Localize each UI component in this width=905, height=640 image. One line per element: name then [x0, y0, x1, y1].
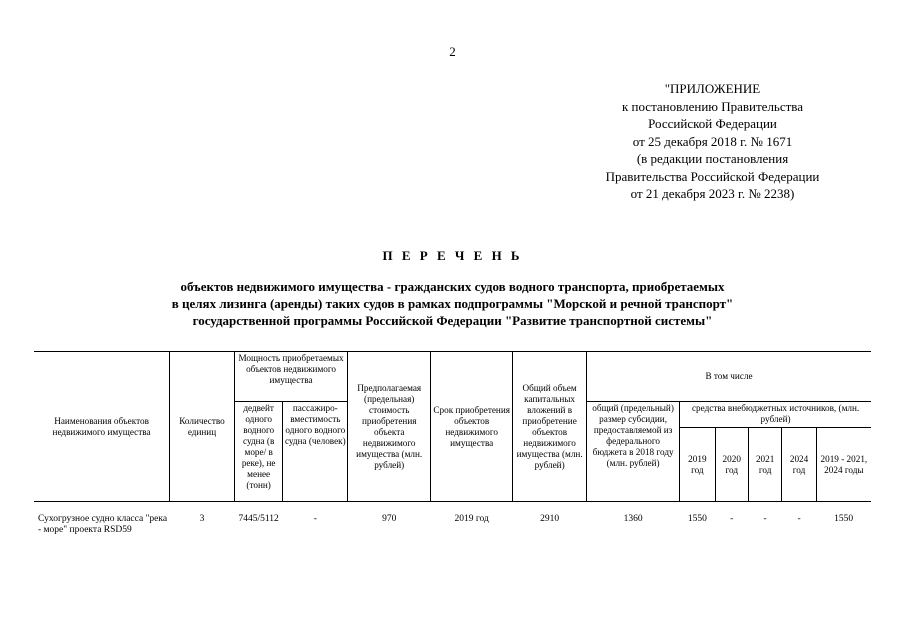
subtitle-line: объектов недвижимого имущества - гражданских судов водного транспорта, приобретаемых — [180, 279, 725, 294]
appendix-line: (в редакции постановления — [636, 151, 789, 166]
page-number: 2 — [449, 44, 456, 59]
header-capacity: Мощность приобретаемых объектов недвижимого имущества — [234, 352, 347, 402]
header-year-2024: 2024 год — [782, 428, 816, 502]
cell-year-2019: 1550 — [687, 514, 707, 524]
header-deadweight: дедвейт одного водного судна (в море/ в реке), не менее (тонн) — [234, 402, 283, 502]
cell-investment: 2910 — [540, 514, 560, 524]
header-year-2020: 2020 год — [715, 428, 748, 502]
cell-name: Сухогрузное судно класса "река - море" проекта RSD59 — [38, 514, 168, 535]
header-passengers: пассажиро-вместимость одного водного судна (человек) — [283, 402, 348, 502]
header-subsidy: общий (предельный) размер субсидии, предоставляемой из федерального бюджета в 2018 году (млн. рублей) — [587, 402, 680, 502]
appendix-line: Российской Федерации — [648, 116, 777, 131]
header-year-2021: 2021 год — [748, 428, 781, 502]
header-years-total: 2019 - 2021, 2024 годы — [816, 428, 871, 502]
appendix-line: Правительства Российской Федерации — [605, 168, 820, 184]
appendix-line: к постановлению Правительства — [621, 98, 804, 114]
header-cost: Предполагаемая (предельная) стоимость приобретения объекта недвижимого имущества (млн. рублей) — [348, 352, 431, 502]
header-name: Наименования объектов недвижимого имущества — [34, 352, 170, 502]
header-extra: средства внебюджетных источников, (млн. рублей) — [680, 402, 871, 428]
appendix-line: от 21 декабря 2023 г. № 2238) — [630, 186, 795, 201]
cell-passengers: - — [313, 514, 317, 524]
table-row — [34, 502, 871, 538]
appendix-line: от 25 декабря 2018 г. № 1671 — [632, 133, 793, 149]
document-title: П Е Р Е Ч Е Н Ь — [382, 248, 523, 263]
cell-deadweight: 7445/5112 — [238, 514, 279, 524]
header-investment: Общий объем капитальных вложений в приобретение объектов недвижимого имущества (млн. рублей) — [513, 352, 587, 502]
cell-subsidy: 1360 — [623, 514, 643, 524]
header-year-2019: 2019 год — [680, 428, 715, 502]
header-including: В том числе — [587, 352, 871, 402]
appendix-block — [580, 80, 845, 203]
objects-table — [34, 351, 871, 537]
subtitle-line: государственной программы Российской Федерации "Развитие транспортной системы" — [192, 313, 713, 328]
cell-year-2024: - — [797, 514, 801, 524]
cell-year-2020: - — [730, 514, 734, 524]
document-subtitle — [0, 278, 905, 329]
cell-year-2021: - — [763, 514, 767, 524]
header-term: Срок приобретения объектов недвижимого имущества — [431, 352, 513, 502]
header-count: Количество единиц — [170, 352, 235, 502]
cell-cost: 970 — [382, 514, 397, 524]
appendix-line: "ПРИЛОЖЕНИЕ — [664, 81, 761, 96]
cell-years-total: 1550 — [834, 514, 854, 524]
subtitle-line: в целях лизинга (аренды) таких судов в рамках подпрограммы "Морской и речной транспорт" — [171, 296, 734, 311]
cell-term: 2019 год — [454, 514, 489, 524]
cell-count: 3 — [199, 514, 205, 524]
